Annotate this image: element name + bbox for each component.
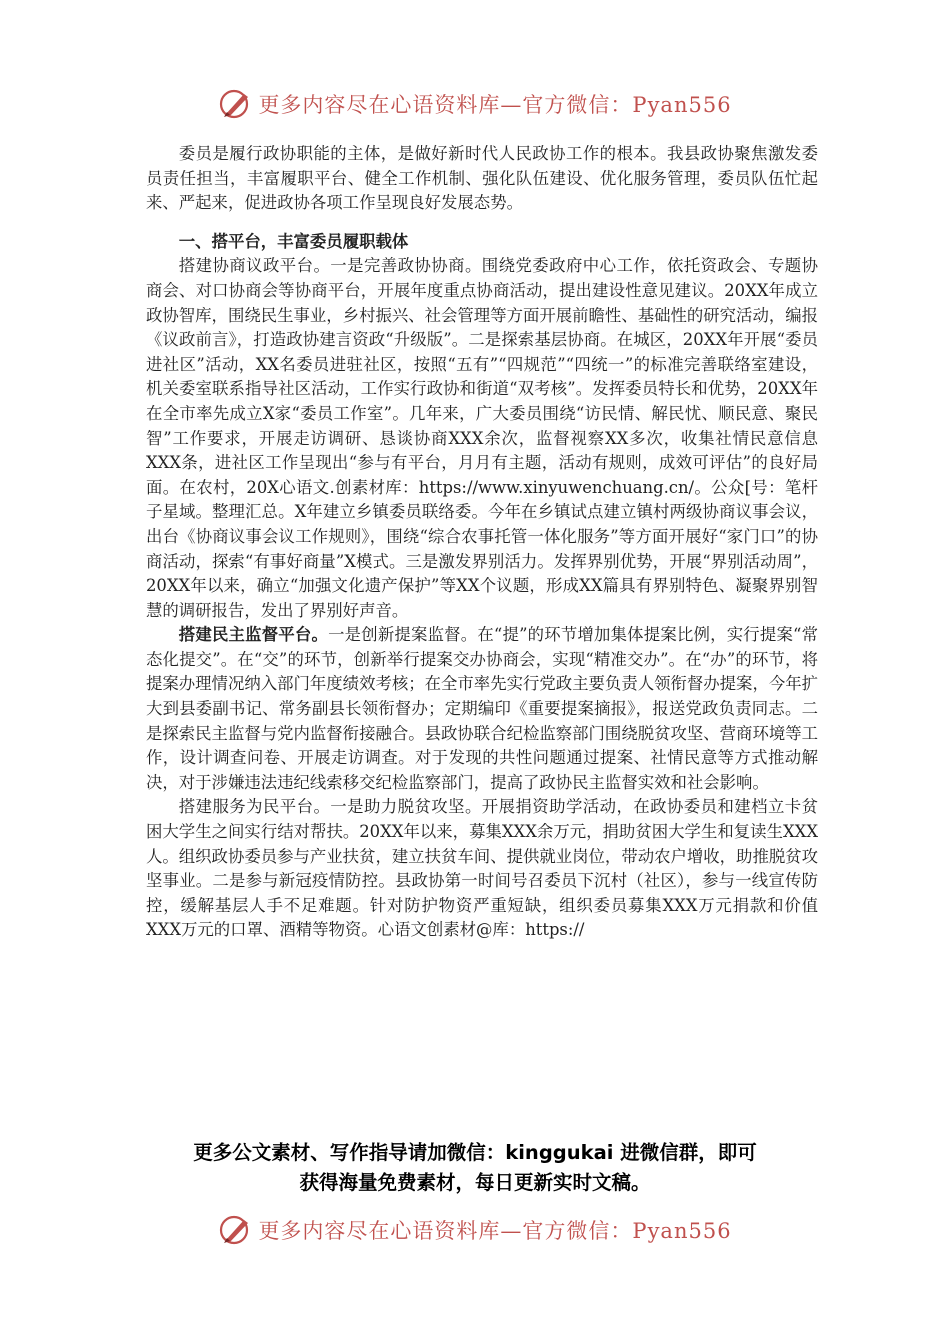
promo-line-1: 更多公文素材、写作指导请加微信：kinggukai 进微信群，即可: [193, 1141, 757, 1164]
paragraph-text: 一是创新提案监督。在“提”的环节增加集体提案比例，实行提案“常态化提交”。在“交”的环节，创新举行提案交办协商会，实现“精准交办”。在“办”的环节，将提案办理情况纳入部门年度绩效考核；在全市率先实行党政主要负责人领衔督办提案，今年扩大到县委副书记、常务副县长领衔督办；定期编印《重要提案摘报》，报送党政负责同志。二是探索民主监督与党内监督衔接融合。县政协联合纪检监察部门围绕脱贫攻坚、营商环境等工作，设计调查问卷、开展走访调查。对于发现的共性问题通过提案、社情民意等方式推动解决，对于涉嫌违法违纪线索移交纪检监察部门，提高了政协民主监督实效和社会影响。: [146, 625, 819, 792]
banner-text: 更多内容尽在心语资料库—官方微信：Pyan556: [258, 1219, 732, 1243]
promo-line-2: 获得海量免费素材，每日更新实时文稿。: [299, 1171, 651, 1194]
top-watermark-banner: [0, 84, 950, 124]
document-body: [146, 142, 818, 943]
paragraph-consultation-platform: 搭建协商议政平台。一是完善政协协商。围绕党委政府中心工作，依托资政会、专题协商会、对口协商会等协商平台，开展年度重点协商活动，提出建设性意见建议。20XX年成立政协智库，围绕民生事业，乡村振兴、社会管理等方面开展前瞻性、基础性的研究活动，编报《议政前言》，打造政协建言资政“升级版”。二是探索基层协商。在城区，20XX年开展“委员进社区”活动，XX名委员进驻社区，按照“五有”“四规范”“四统一”的标准完善联络室建设，机关委室联系指导社区活动，工作实行政协和街道“双考核”。发挥委员特长和优势，20XX年在全市率先成立X家“委员工作室”。几年来，广大委员围绕“访民情、解民忧、顺民意、聚民智”工作要求，开展走访调研、恳谈协商XXX余次，监督视察XX多次，收集社情民意信息XXX条，进社区工作呈现出“参与有平台，月月有主题，活动有规则，成效可评估”的良好局面。在农村，20X心语文.创素材库：https://www.xinyuwenchuang.cn/。公众[号：笔杆子星域。整理汇总。X年建立乡镇委员联络委。今年在乡镇试点建立镇村两级协商议事会议，出台《协商议事会议工作规则》，围绕“综合农事托管一体化服务”等方面开展好“家门口”的协商活动，探索“有事好商量”X模式。三是激发界别活力。发挥界别优势，开展“界别活动周”，20XX年以来，确立“加强文化遗产保护”等XX个议题，形成XX篇具有界别特色、凝聚界别智慧的调研报告，发出了界别好声音。: [146, 256, 819, 620]
bottom-watermark-banner: [0, 1210, 950, 1250]
paragraph-supervision-platform: [146, 623, 818, 795]
paragraph-lead: 搭建民主监督平台。: [178, 625, 329, 645]
section-heading: 一、搭平台，丰富委员履职载体: [178, 231, 409, 251]
banner-text: 更多内容尽在心语资料库—官方微信：Pyan556: [258, 93, 732, 117]
pen-logo-icon: [218, 86, 254, 122]
paragraph-service-platform: 搭建服务为民平台。一是助力脱贫攻坚。开展捐资助学活动，在政协委员和建档立卡贫困大学生之间实行结对帮扶。20XX年以来，募集XXX余万元，捐助贫困大学生和复读生XXX人。组织政协委员参与产业扶贫，建立扶贫车间、提供就业岗位，带动农户增收，助推脱贫攻坚事业。二是参与新冠疫情防控。县政协第一时间号召委员下沉村（社区），参与一线宣传防控，缓解基层人手不足难题。针对防护物资严重短缺，组织委员募集XXX万元捐款和价值XXX万元的口罩、酒精等物资。心语文创素材@库：https://: [146, 797, 819, 940]
pen-logo-icon: [218, 1212, 254, 1248]
promo-notice: [120, 1138, 830, 1198]
intro-paragraph: 委员是履行政协职能的主体，是做好新时代人民政协工作的根本。我县政协聚焦激发委员责任担当，丰富履职平台、健全工作机制、强化队伍建设、优化服务管理，委员队伍忙起来、严起来，促进政协各项工作呈现良好发展态势。: [146, 144, 818, 213]
